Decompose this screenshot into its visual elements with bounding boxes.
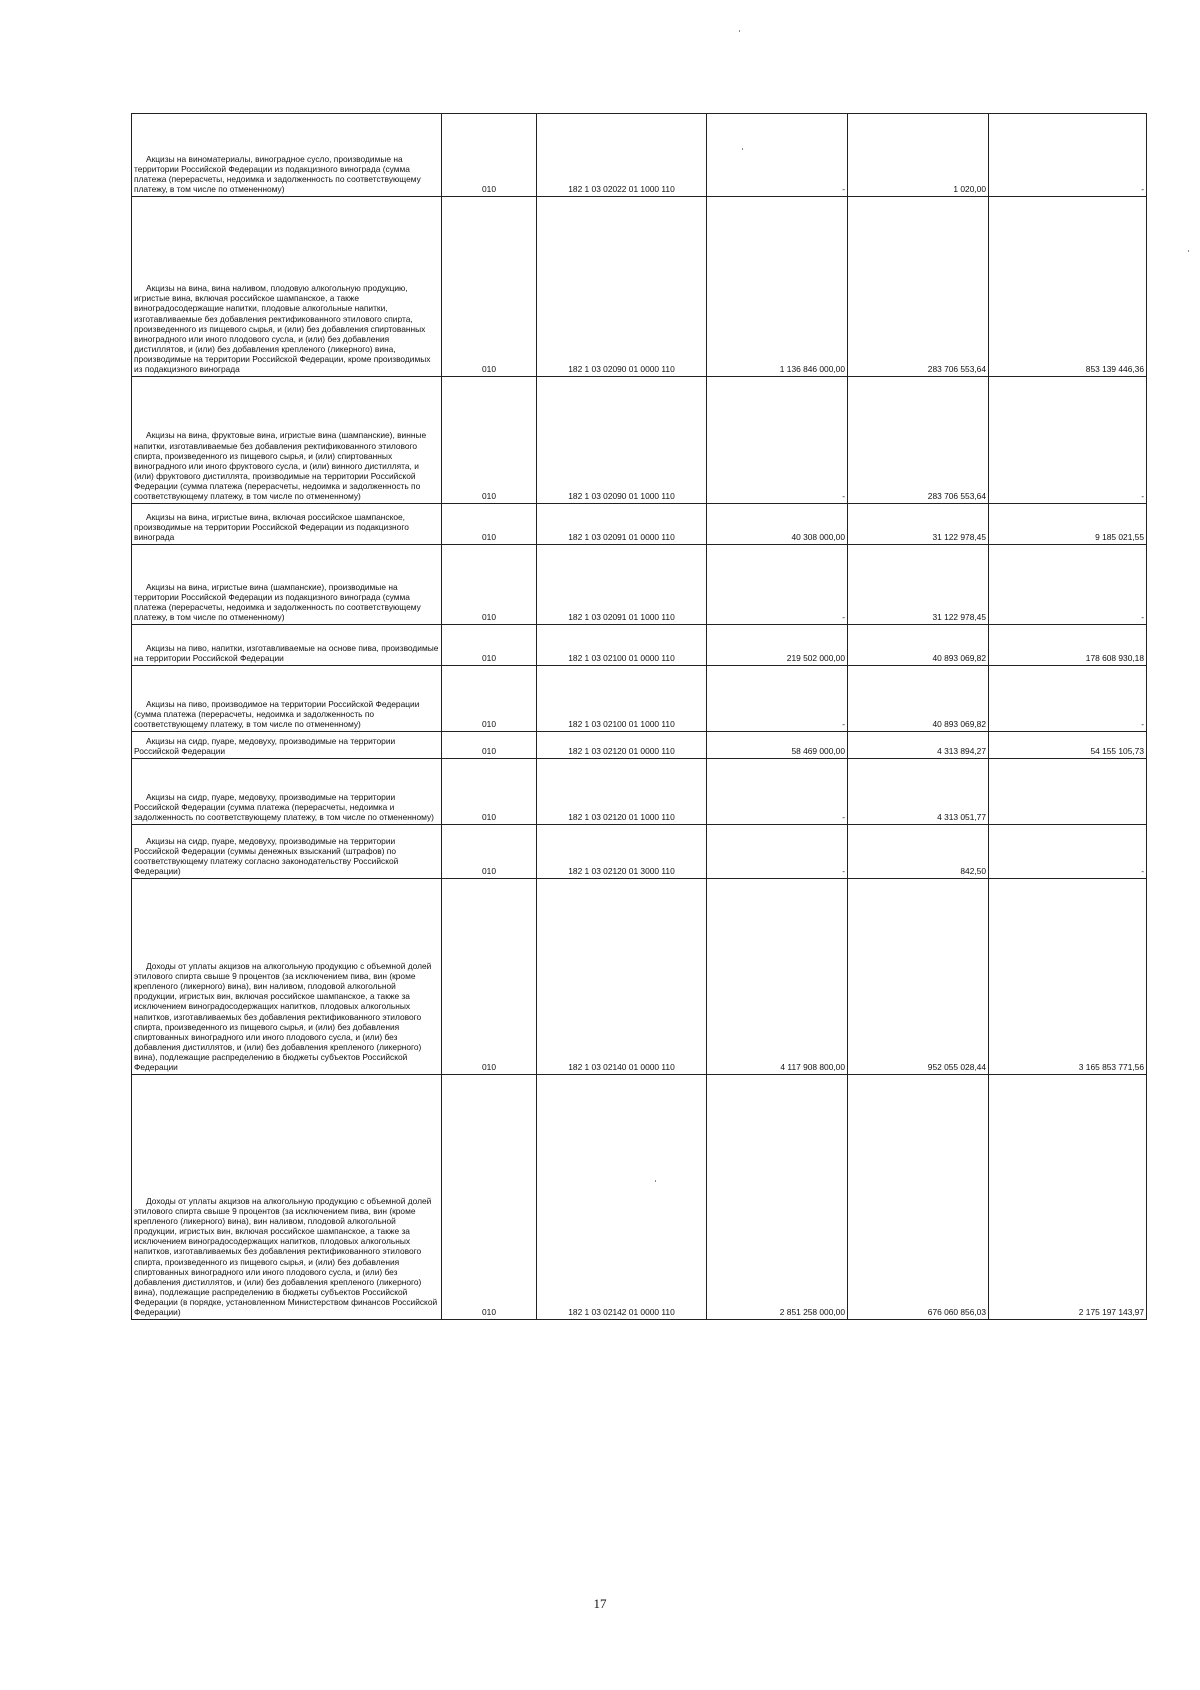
row-unexecuted-amount: - [989, 666, 1147, 732]
row-unexecuted-amount: 178 608 930,18 [989, 625, 1147, 666]
row-line-code: 010 [442, 759, 537, 825]
row-executed-amount: 842,50 [848, 825, 989, 879]
row-description: Акцизы на вина, вина наливом, плодовую алкогольную продукцию, игристые вина, включая российское шампанское, а также виноградосодержащие напитки, плодовые алкогольные напитки, изготавливаемые без добавления ректификованного этилового спирта, произведенного из пищевого сырья, и (или) без добавления спиртованных виноградного или иного плодового сусла, и (или) без добавления дистиллятов, и (или) без добавления крепленого (ликерного) вина, производимые на территории Российской Федерации, кроме производимых из подакцизного винограда [132, 197, 442, 377]
table-row [132, 1075, 1147, 1320]
row-budget-code: 182 1 03 02091 01 0000 110 [537, 504, 707, 545]
row-line-code: 010 [442, 879, 537, 1075]
row-budget-code: 182 1 03 02120 01 0000 110 [537, 732, 707, 759]
row-unexecuted-amount: - [989, 825, 1147, 879]
row-approved-amount: 58 469 000,00 [707, 732, 848, 759]
row-budget-code: 182 1 03 02100 01 1000 110 [537, 666, 707, 732]
row-executed-amount: 40 893 069,82 [848, 666, 989, 732]
row-line-code: 010 [442, 1075, 537, 1320]
row-unexecuted-amount [989, 759, 1147, 825]
row-budget-code: 182 1 03 02022 01 1000 110 [537, 114, 707, 197]
row-description: Акцизы на вина, игристые вина, включая российское шампанское, производимые на территории Российской Федерации из подакцизного винограда [132, 504, 442, 545]
row-unexecuted-amount: 853 139 446,36 [989, 197, 1147, 377]
row-unexecuted-amount: 2 175 197 143,97 [989, 1075, 1147, 1320]
row-unexecuted-amount: - [989, 114, 1147, 197]
row-budget-code: 182 1 03 02120 01 3000 110 [537, 825, 707, 879]
row-executed-amount: 4 313 894,27 [848, 732, 989, 759]
table-row [132, 197, 1147, 377]
table-row [132, 732, 1147, 759]
row-description: Акцизы на сидр, пуаре, медовуху, производимые на территории Российской Федерации [132, 732, 442, 759]
row-budget-code: 182 1 03 02091 01 1000 110 [537, 545, 707, 625]
scan-speck [1188, 250, 1189, 252]
row-executed-amount: 31 122 978,45 [848, 545, 989, 625]
revenue-table [131, 113, 1147, 1320]
row-approved-amount: - [707, 114, 848, 197]
row-description: Акцизы на пиво, напитки, изготавливаемые на основе пива, производимые на территории Российской Федерации [132, 625, 442, 666]
row-line-code: 010 [442, 504, 537, 545]
row-approved-amount: 4 117 908 800,00 [707, 879, 848, 1075]
table-row [132, 545, 1147, 625]
table-row [132, 625, 1147, 666]
revenue-table-body [132, 114, 1147, 1320]
row-approved-amount: - [707, 759, 848, 825]
table-row [132, 825, 1147, 879]
row-description: Акцизы на вина, игристые вина (шампанские), производимые на территории Российской Федерации из подакцизного винограда (сумма платежа (перерасчеты, недоимка и задолженность по соответствующему платежу, в том числе по отмененному) [132, 545, 442, 625]
row-line-code: 010 [442, 545, 537, 625]
row-unexecuted-amount: 3 165 853 771,56 [989, 879, 1147, 1075]
row-executed-amount: 1 020,00 [848, 114, 989, 197]
row-description: Акцизы на сидр, пуаре, медовуху, производимые на территории Российской Федерации (сумма платежа (перерасчеты, недоимка и задолженность по соответствующему платежу, в том числе по отмененному) [132, 759, 442, 825]
row-line-code: 010 [442, 114, 537, 197]
row-approved-amount: - [707, 825, 848, 879]
row-description: Акцизы на виноматериалы, виноградное сусло, производимые на территории Российской Федерации из подакцизного винограда (сумма платежа (перерасчеты, недоимка и задолженность по соответствующему платежу, в том числе по отмененному) [132, 114, 442, 197]
row-budget-code: 182 1 03 02090 01 0000 110 [537, 197, 707, 377]
row-executed-amount: 31 122 978,45 [848, 504, 989, 545]
row-unexecuted-amount: 54 155 105,73 [989, 732, 1147, 759]
row-approved-amount: 2 851 258 000,00 [707, 1075, 848, 1320]
row-description: Доходы от уплаты акцизов на алкогольную продукцию с объемной долей этилового спирта свыше 9 процентов (за исключением пива, вин (кроме крепленого (ликерного) вина), вин наливом, плодовой алкогольной продукции, игристых вин, включая российское шампанское, а также за исключением виноградосодержащих напитков, плодовых алкогольных напитков, изготавливаемых без добавления ректификованного этилового спирта, произведенного из пищевого сырья, и (или) без добавления спиртованных виноградного или иного плодового сусла, и (или) без добавления дистиллятов, и (или) без добавления крепленого (ликерного) вина), подлежащие распределению в бюджеты субъектов Российской Федерации (в порядке, установленном Министерством финансов Российской Федерации) [132, 1075, 442, 1320]
row-unexecuted-amount: - [989, 377, 1147, 504]
row-executed-amount: 952 055 028,44 [848, 879, 989, 1075]
table-row [132, 504, 1147, 545]
table-row [132, 879, 1147, 1075]
table-row [132, 114, 1147, 197]
row-approved-amount: - [707, 545, 848, 625]
row-description: Акцизы на сидр, пуаре, медовуху, производимые на территории Российской Федерации (суммы денежных взысканий (штрафов) по соответствующему платежу согласно законодательству Российской Федерации) [132, 825, 442, 879]
row-budget-code: 182 1 03 02090 01 1000 110 [537, 377, 707, 504]
page-number: 17 [593, 1596, 607, 1611]
row-line-code: 010 [442, 732, 537, 759]
table-row [132, 666, 1147, 732]
table-row [132, 759, 1147, 825]
row-executed-amount: 40 893 069,82 [848, 625, 989, 666]
row-executed-amount: 283 706 553,64 [848, 377, 989, 504]
row-executed-amount: 676 060 856,03 [848, 1075, 989, 1320]
row-approved-amount: - [707, 666, 848, 732]
row-executed-amount: 4 313 051,77 [848, 759, 989, 825]
row-approved-amount: 219 502 000,00 [707, 625, 848, 666]
row-unexecuted-amount: - [989, 545, 1147, 625]
row-description: Доходы от уплаты акцизов на алкогольную продукцию с объемной долей этилового спирта свыше 9 процентов (за исключением пива, вин (кроме крепленого (ликерного) вина), вин наливом, плодовой алкогольной продукции, игристых вин, включая российское шампанское, а также за исключением виноградосодержащих напитков, плодовых алкогольных напитков, изготавливаемых без добавления ректификованного этилового спирта, произведенного из пищевого сырья, и (или) без добавления спиртованных виноградного или иного плодового сусла, и (или) без добавления дистиллятов, и (или) без добавления крепленого (ликерного) вина), подлежащие распределению в бюджеты субъектов Российской Федерации [132, 879, 442, 1075]
scan-speck [739, 30, 740, 32]
row-approved-amount: - [707, 377, 848, 504]
row-line-code: 010 [442, 197, 537, 377]
row-description: Акцизы на вина, фруктовые вина, игристые вина (шампанские), винные напитки, изготавливаемые без добавления ректификованного этилового спирта, произведенного из пищевого сырья, и (или) спиртованных виноградного или иного фруктового сусла, и (или) винного дистиллята, и (или) фруктового дистиллята, производимые на территории Российской Федерации (сумма платежа (перерасчеты, недоимка и задолженность по соответствующему платежу, в том числе по отмененному) [132, 377, 442, 504]
row-approved-amount: 40 308 000,00 [707, 504, 848, 545]
row-line-code: 010 [442, 625, 537, 666]
row-approved-amount: 1 136 846 000,00 [707, 197, 848, 377]
row-budget-code: 182 1 03 02142 01 0000 110 [537, 1075, 707, 1320]
row-description: Акцизы на пиво, производимое на территории Российской Федерации (сумма платежа (перерасчеты, недоимка и задолженность по соответствующему платежу, в том числе по отмененному) [132, 666, 442, 732]
row-line-code: 010 [442, 825, 537, 879]
row-budget-code: 182 1 03 02100 01 0000 110 [537, 625, 707, 666]
row-line-code: 010 [442, 377, 537, 504]
row-unexecuted-amount: 9 185 021,55 [989, 504, 1147, 545]
table-row [132, 377, 1147, 504]
row-line-code: 010 [442, 666, 537, 732]
row-budget-code: 182 1 03 02120 01 1000 110 [537, 759, 707, 825]
row-budget-code: 182 1 03 02140 01 0000 110 [537, 879, 707, 1075]
row-executed-amount: 283 706 553,64 [848, 197, 989, 377]
